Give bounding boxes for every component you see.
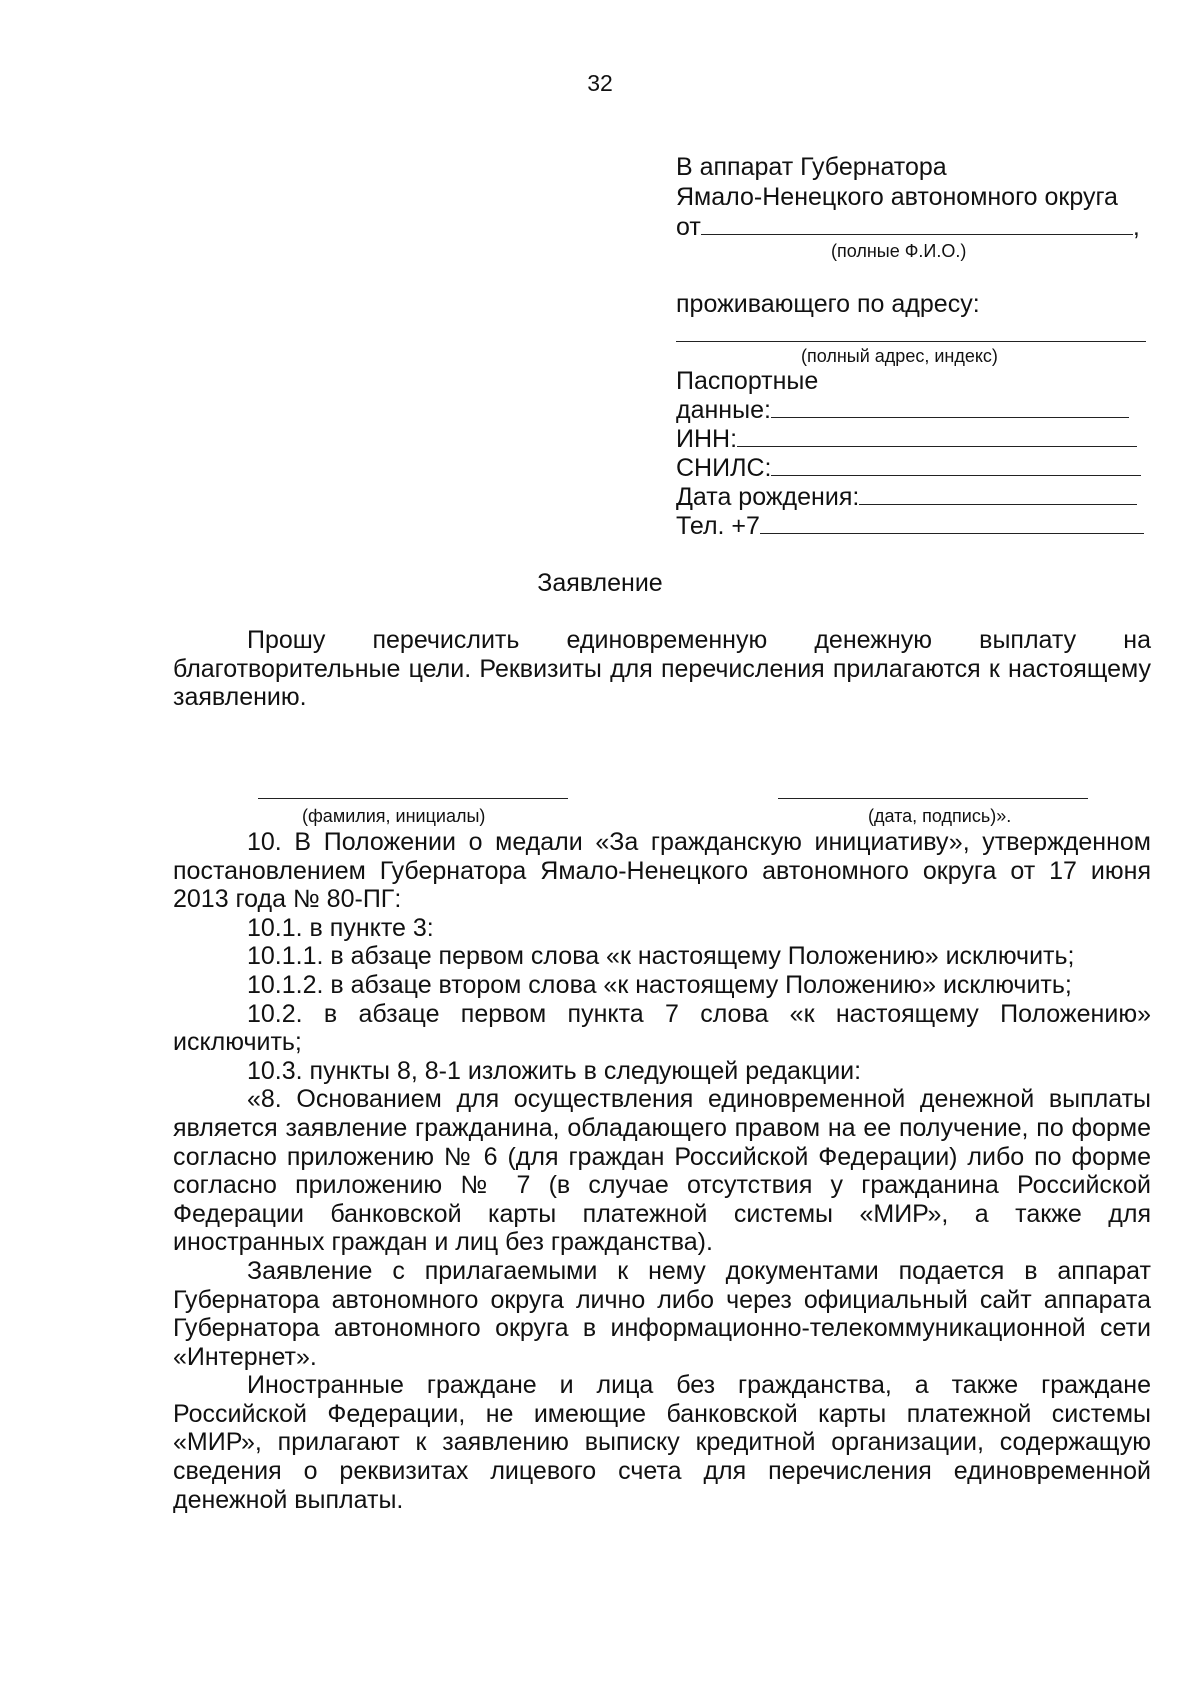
fio-caption: (полные Ф.И.О.)	[831, 241, 967, 261]
fio-blank[interactable]	[701, 212, 1133, 235]
paragraph-10-1: 10.1. в пункте 3:	[247, 913, 434, 942]
page-number: 32	[587, 70, 613, 96]
passport-blank[interactable]	[771, 395, 1129, 418]
paragraph-10-1-1: 10.1.1. в абзаце первом слова «к настоящему Положению» исключить;	[247, 942, 1075, 971]
addressee-line-1: В аппарат Губернатора	[676, 153, 947, 181]
addressee-block	[676, 152, 1156, 262]
paragraph-10-3: 10.3. пункты 8, 8-1 изложить в следующей редакции:	[247, 1056, 862, 1085]
date-signature-line[interactable]	[778, 798, 1088, 799]
residence-block	[676, 289, 1156, 367]
snils-blank[interactable]	[771, 453, 1141, 476]
address-blank[interactable]	[676, 319, 1146, 342]
paragraph-10-1-2: 10.1.2. в абзаце втором слова «к настоящему Положению» исключить;	[247, 970, 1072, 999]
birthdate-blank[interactable]	[859, 482, 1137, 505]
amendment-text	[173, 828, 1151, 1514]
passport-data-label: данные:	[676, 396, 771, 424]
passport-label: Паспортные	[676, 367, 819, 395]
residing-label: проживающего по адресу:	[676, 290, 980, 318]
from-line	[676, 212, 1156, 242]
inn-line	[676, 424, 1156, 453]
paragraph-application-submission: Заявление с прилагаемыми к нему документами подается в аппарат Губернатора автономного округа лично либо через официальный сайт аппарата Губернатора автономного округа в информационно-телекоммуникационной сети «Интернет».	[173, 1256, 1151, 1371]
inn-blank[interactable]	[737, 424, 1137, 447]
snils-line	[676, 453, 1156, 482]
paragraph-foreign-citizens: Иностранные граждане и лица без гражданства, а также граждане Российской Федерации, не имеющие банковской карты платежной системы «МИР», прилагают к заявлению выписку кредитной организации, содержащую сведения о реквизитах лицевого счета для перечисления единовременной денежной выплаты.	[173, 1371, 1151, 1514]
addressee-line-2: Ямало-Ненецкого автономного округа	[676, 183, 1118, 211]
inn-label: ИНН:	[676, 425, 738, 453]
passport-line	[676, 395, 1156, 424]
from-comma: ,	[1132, 213, 1140, 241]
snils-label: СНИЛС:	[676, 454, 772, 482]
phone-label: Тел. +7	[676, 512, 760, 540]
name-signature-line[interactable]	[258, 798, 568, 799]
statement-title: Заявление	[537, 569, 663, 597]
date-caption: (дата, подпись)».	[868, 806, 1012, 826]
paragraph-8: «8. Основанием для осуществления единовременной денежной выплаты является заявление гражданина, обладающего правом на ее получение, по форме согласно приложению № 6 (для граждан Российской Федерации) либо по форме согласно приложению № 7 (в случае отсутствия у гражданина Российской Федерации банковской карты платежной системы «МИР», а также для иностранных граждан и лиц без гражданства).	[173, 1085, 1151, 1257]
personal-data-block	[676, 367, 1156, 540]
phone-blank[interactable]	[760, 511, 1144, 534]
birthdate-line	[676, 482, 1156, 511]
birthdate-label: Дата рождения:	[676, 483, 860, 511]
statement-body	[173, 626, 1151, 712]
paragraph-10-2: 10.2. в абзаце первом пункта 7 слова «к настоящему Положению» исключить;	[173, 999, 1151, 1057]
address-caption: (полный адрес, индекс)	[801, 346, 998, 366]
name-caption: (фамилия, инициалы)	[302, 806, 486, 826]
phone-line	[676, 511, 1156, 540]
statement-paragraph: Прошу перечислить единовременную денежную выплату на благотворительные цели. Реквизиты для перечисления прилагаются к настоящему заявлению.	[173, 626, 1151, 712]
from-label: от	[676, 213, 701, 241]
paragraph-10: 10. В Положении о медали «За гражданскую инициативу», утвержденном постановлением Губернатора Ямало-Ненецкого автономного округа от 17 июня 2013 года № 80-ПГ:	[173, 828, 1151, 914]
